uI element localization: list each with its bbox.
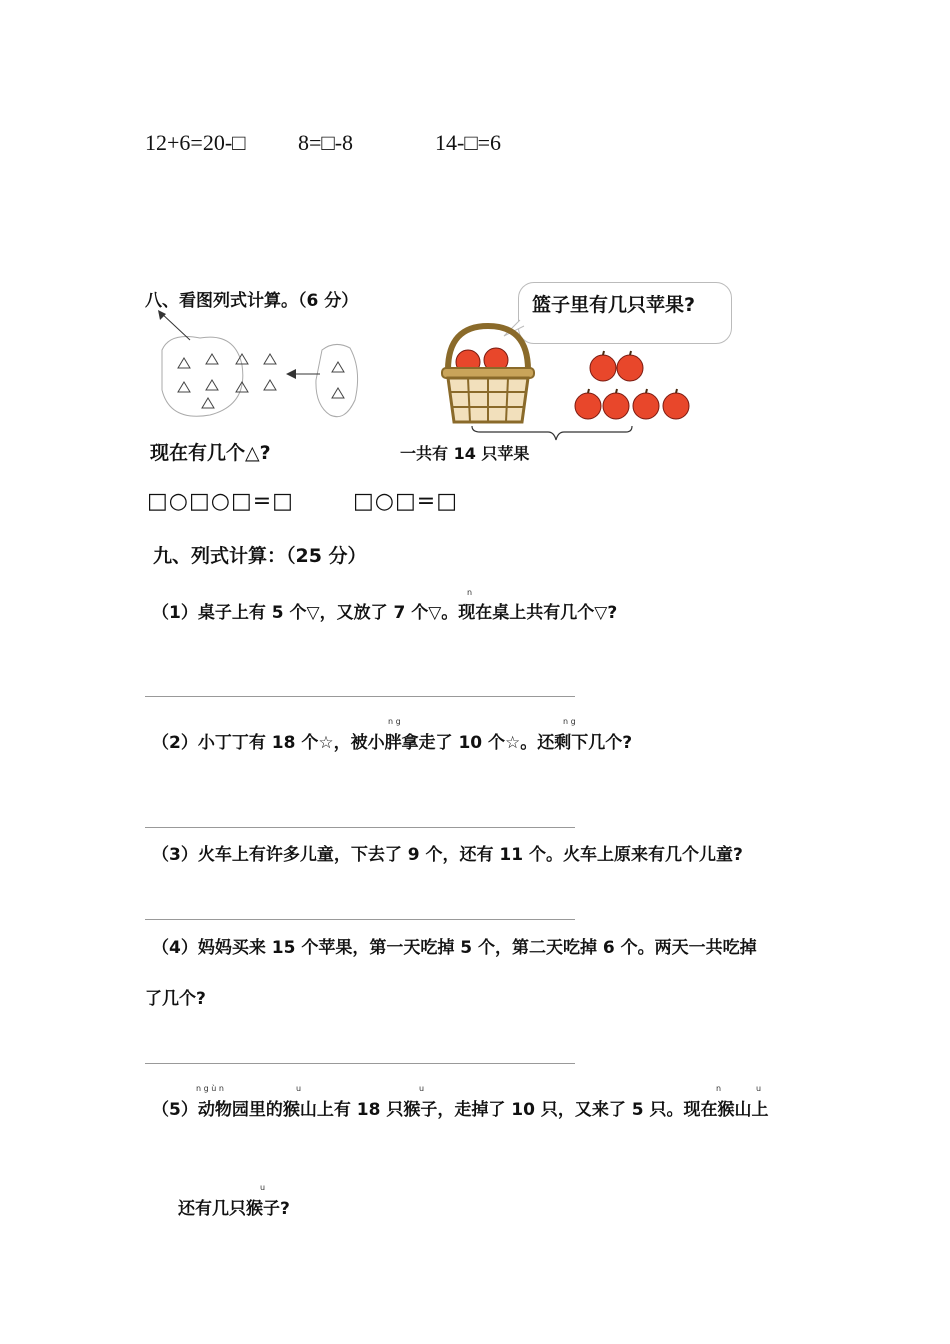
triangle-icon [264,380,276,390]
question-4-line-2: 了几个? [145,989,206,1009]
triangle-groups-figure [150,310,370,430]
triangle-icon [206,380,218,390]
left-group-outline [162,337,243,417]
triangle-icon [264,354,276,364]
equation-2: 8=□-8 [298,130,354,155]
apple-icon [663,393,689,419]
triangle-icon [178,358,190,368]
speech-bubble-text: 篮子里有几只苹果? [532,294,696,316]
question-5-line-2: 还有几只猴子? [178,1199,290,1219]
question-2: （2）小丁丁有 18 个☆，被小胖拿走了 10 个☆。还剩下几个? [152,733,633,753]
answer-line [145,696,575,697]
apple-icon [575,393,601,419]
answer-line [145,919,575,920]
right-caption: 一共有 14 只苹果 [400,444,530,463]
equation-3: 14-□=6 [435,130,502,155]
apple-icon [617,355,643,381]
apple-icon [633,393,659,419]
arrow-up-left-icon [158,310,166,320]
equation-1: 12+6=20-□ [145,130,246,155]
triangle-icon [332,388,344,398]
question-4-line-1: （4）妈妈买来 15 个苹果，第一天吃掉 5 个，第二天吃掉 6 个。两天一共吃掉 [152,938,757,958]
triangle-icon [178,382,190,392]
answer-line [145,1063,575,1064]
answer-line [145,827,575,828]
triangle-icon [332,362,344,372]
triangle-icon [202,398,214,408]
apple-icon [603,393,629,419]
left-question: 现在有几个△? [150,442,271,464]
question-5-line-1: （5）动物园里的猴山上有 18 只猴子，走掉了 10 只，又来了 5 只。现在猴山上 [152,1100,769,1120]
right-group-outline [316,344,358,416]
loose-apples-figure [570,348,694,424]
right-answer-template: □○□=□ [353,489,458,514]
question-3: （3）火车上有许多儿童，下去了 9 个，还有 11 个。火车上原来有几个儿童? [152,845,743,865]
question-1: （1）桌子上有 5 个▽，又放了 7 个▽。现在桌上共有几个▽? [152,603,618,623]
left-answer-template: □○□○□=□ [147,489,294,514]
apple-icon [590,355,616,381]
triangle-icon [236,354,248,364]
section8-title: 八、看图列式计算。（6 分） [145,291,359,311]
arrow-left-icon [286,369,296,379]
section9-title: 九、列式计算：（25 分） [153,545,367,567]
apple-basket-figure [438,322,538,428]
triangle-icon [206,354,218,364]
